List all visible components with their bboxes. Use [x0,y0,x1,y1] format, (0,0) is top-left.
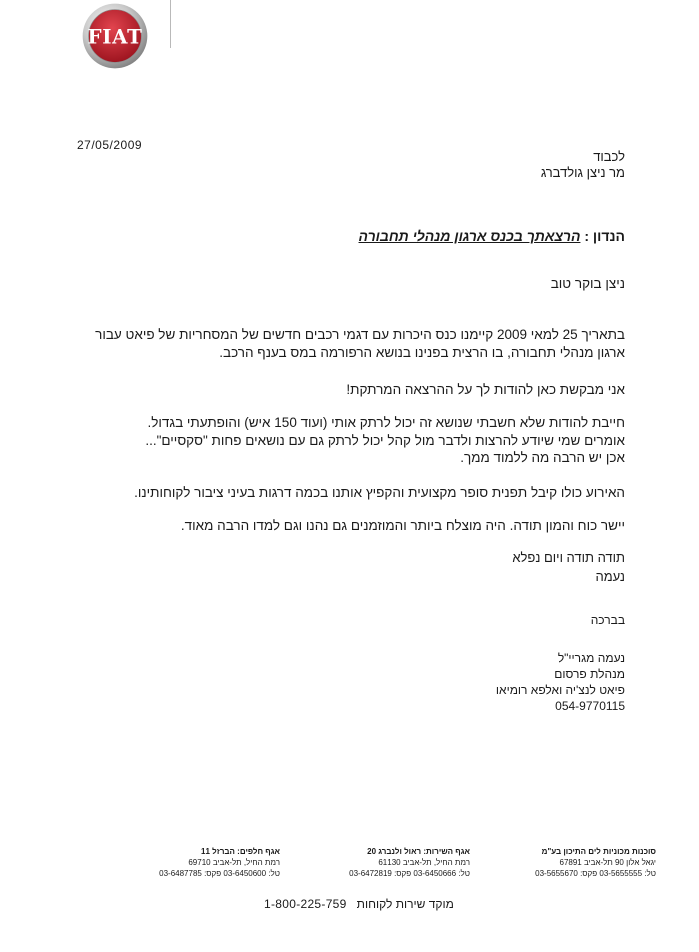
signer-company: פיאט לנצ'יה ואלפא רומיאו [495,683,625,697]
personal-closing [325,548,625,586]
paragraph-4: האירוע כולו קיבל תפנית סופר מקצועית והקפיץ אותנו בכמה דרגות בעיני ציבור לקוחותינו. [134,485,625,500]
footer-agency-phones: טל: 03-5655555 פקס: 03-5655670 [535,869,656,878]
subject-prefix: הנדון : [584,228,625,244]
signer-first-name: נעמה [595,569,625,584]
paragraph-1: בתאריך 25 למאי 2009 קיימנו כנס היכרות עם דגמי רכבים חדשים של המסחריות של פיאט עבור ארגון מנהלי תחבורה, בו הרצית בפנינו בנושא הרפורמה במס בענף הרכב. [95,327,625,360]
logo-text: FIAT [87,24,143,49]
hotline-label: מוקד שירות לקוחות [356,897,454,911]
subject-line [359,228,625,244]
footer-service-title: אגף השירות: ראול ולנברג 20 [367,847,470,856]
footer-parts [110,846,280,879]
footer-service-address: רמת החיל, תל-אביב 61130 [378,858,470,867]
signature-block [225,612,625,714]
closing: בברכה [590,613,625,627]
footer-parts-address: רמת החיל, תל-אביב 69710 [188,858,280,867]
recipient-salutation: לכבוד [593,149,625,164]
paragraph-3-line-3: אכן יש הרבה מה ללמוד ממך. [460,450,625,465]
footer-service [300,846,470,879]
recipient-name: מר ניצן גולדברג [540,165,625,180]
signer-phone: 054-9770115 [555,699,625,713]
recipient-block [325,149,625,181]
letter-date: 27/05/2009 [77,138,143,152]
header-divider [170,0,171,48]
greeting: ניצן בוקר טוב [550,276,625,291]
hotline-number: 1-800-225-759 [264,897,347,911]
footer-agency [486,846,656,879]
thanks-line: תודה תודה ויום נפלא [512,550,625,565]
subject-text: הרצאתך בכנס ארגון מנהלי תחבורה [358,228,581,244]
customer-service-hotline [264,897,454,911]
signer-name: נעמה מגריי"ל [557,651,625,665]
footer-service-phones: טל: 03-6450666 פקס: 03-6472819 [349,869,470,878]
paragraph-5: יישר כוח והמון תודה. היה מוצלח ביותר והמוזמנים גם נהנו וגם למדו הרבה מאוד. [180,518,625,533]
paragraph-2: אני מבקשת כאן להודות לך על ההרצאה המרתקת! [346,382,625,397]
footer-agency-address: יגאל אלון 90 תל-אביב 67891 [559,858,656,867]
footer-parts-title: אגף חלפים: הברזל 11 [201,847,280,856]
paragraph-3 [95,414,625,467]
fiat-logo [82,3,148,69]
signer-title: מנהלת פרסום [554,667,625,681]
paragraph-3-line-2: אומרים שמי שיודע להרצות ולדבר מול קהל יכול לרתק גם עם נושאים פחות "סקסיים"... [145,432,625,448]
footer-parts-phones: טל: 03-6450600 פקס: 03-6487785 [159,869,280,878]
footer-agency-title: סוכנות מכוניות לים התיכון בע"מ [541,847,656,856]
paragraph-3-line-1: חייבת להודות שלא חשבתי שנושא זה יכול לרתק אותי (ועוד 150 איש) והופתעתי בגדול. [147,415,625,430]
